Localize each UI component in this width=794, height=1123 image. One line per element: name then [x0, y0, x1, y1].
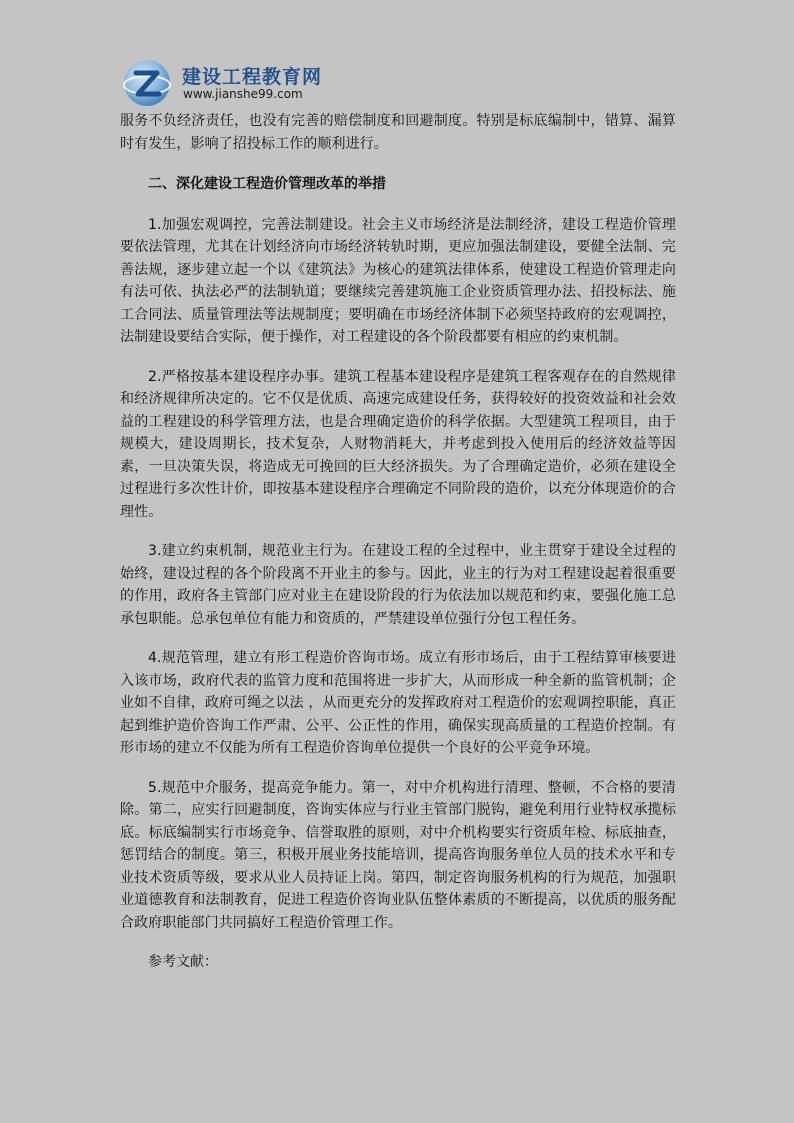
- site-name: 建设工程教育网: [182, 66, 323, 88]
- site-url: www.jianshe99.com: [183, 87, 303, 101]
- site-logo[interactable]: [122, 58, 362, 110]
- paragraph-3: 3.建立约束机制，规范业主行为。在建设工程的全过程中，业主贯穿于建设全过程的始终，建设过程的各个阶段离不开业主的参与。因此，业主的行为对工程建设起着很重要的作用，政府各主管部门应对业主在建设阶段的行为依法加以规范和约束，要强化施工总承包职能。总承包单位有能力和资质的，严禁建设单位强行分包工程任务。: [120, 543, 676, 627]
- paragraph-4: 4.规范管理，建立有形工程造价咨询市场。成立有形市场后，由于工程结算审核要进入该市场，政府代表的监管力度和范围将进一步扩大，从而形成一种全新的监管机制；企业如不自律，政府可绳之以法 ，从而更充分的发挥政府对工程造价的宏观调控职能，真正起到维护造价咨询工作严肃、公平、公正性的作用，确保实现高质量的工程造价控制。有形市场的建立不仅能为所有工程造价咨询单位提供一个良好的公平竞争环境。: [120, 650, 676, 756]
- paragraph-2: 2.严格按基本建设程序办事。建筑工程基本建设程序是建筑工程客观存在的自然规律和经济规律所决定的。它不仅是优质、高速完成建设任务，获得较好的投资效益和社会效益的工程建设的科学管理方法，也是合理确定造价的科学依据。大型建筑工程项目，由于规模大，建设周期长，技术复杂，人财物消耗大，并考虑到投入使用后的经济效益等因素，一旦决策失误，将造成无可挽回的巨大经济损失。为了合理确定造价，必须在建设全过程进行多次性计价，即按基本建设程序合理确定不同阶段的造价，以充分体现造价的合理性。: [120, 368, 676, 520]
- paragraph-1: 1.加强宏观调控，完善法制建设。社会主义市场经济是法制经济，建设工程造价管理要依法管理，尤其在计划经济向市场经济转轨时期，更应加强法制建设，要健全法制、完善法规，逐步建立起一个以《建筑法》为核心的建筑法律体系，使建设工程造价管理走向有法可依、执法必严的法制轨道；要继续完善建筑施工企业资质管理办法、招投标法、施工合同法、质量管理法等法规制度；要明确在市场经济体制下必须坚持政府的宏观调控，法制建设要结合实际，便于操作，对工程建设的各个阶段都要有相应的约束机制。: [120, 216, 676, 345]
- references-label: 参考文献：: [148, 954, 218, 970]
- section-heading: 二、深化建设工程造价管理改革的举措: [148, 176, 386, 192]
- intro-paragraph: 服务不负经济责任，也没有完善的赔偿制度和回避制度。特别是标底编制中，错算、漏算时有发生，影响了招投标工作的顺利进行。: [120, 113, 676, 152]
- paragraph-5: 5.规范中介服务，提高竞争能力。第一，对中介机构进行清理、整顿，不合格的要清除。第二，应实行回避制度，咨询实体应与行业主管部门脱钩，避免利用行业特权承揽标底。标底编制实行市场竞争、信誉取胜的原则，对中介机构要实行资质年检、标底抽查，惩罚结合的制度。第三，积极开展业务技能培训，提高咨询服务单位人员的技术水平和专业技术资质等级，要求从业人员持证上岗。第四，制定咨询服务机构的行为规范，加强职业道德教育和法制教育，促进工程造价咨询业队伍整体素质的不断提高，以优质的服务配合政府职能部门共同搞好工程造价管理工作。: [120, 779, 676, 931]
- article-body: [120, 110, 676, 974]
- logo-emblem-icon: [122, 58, 172, 108]
